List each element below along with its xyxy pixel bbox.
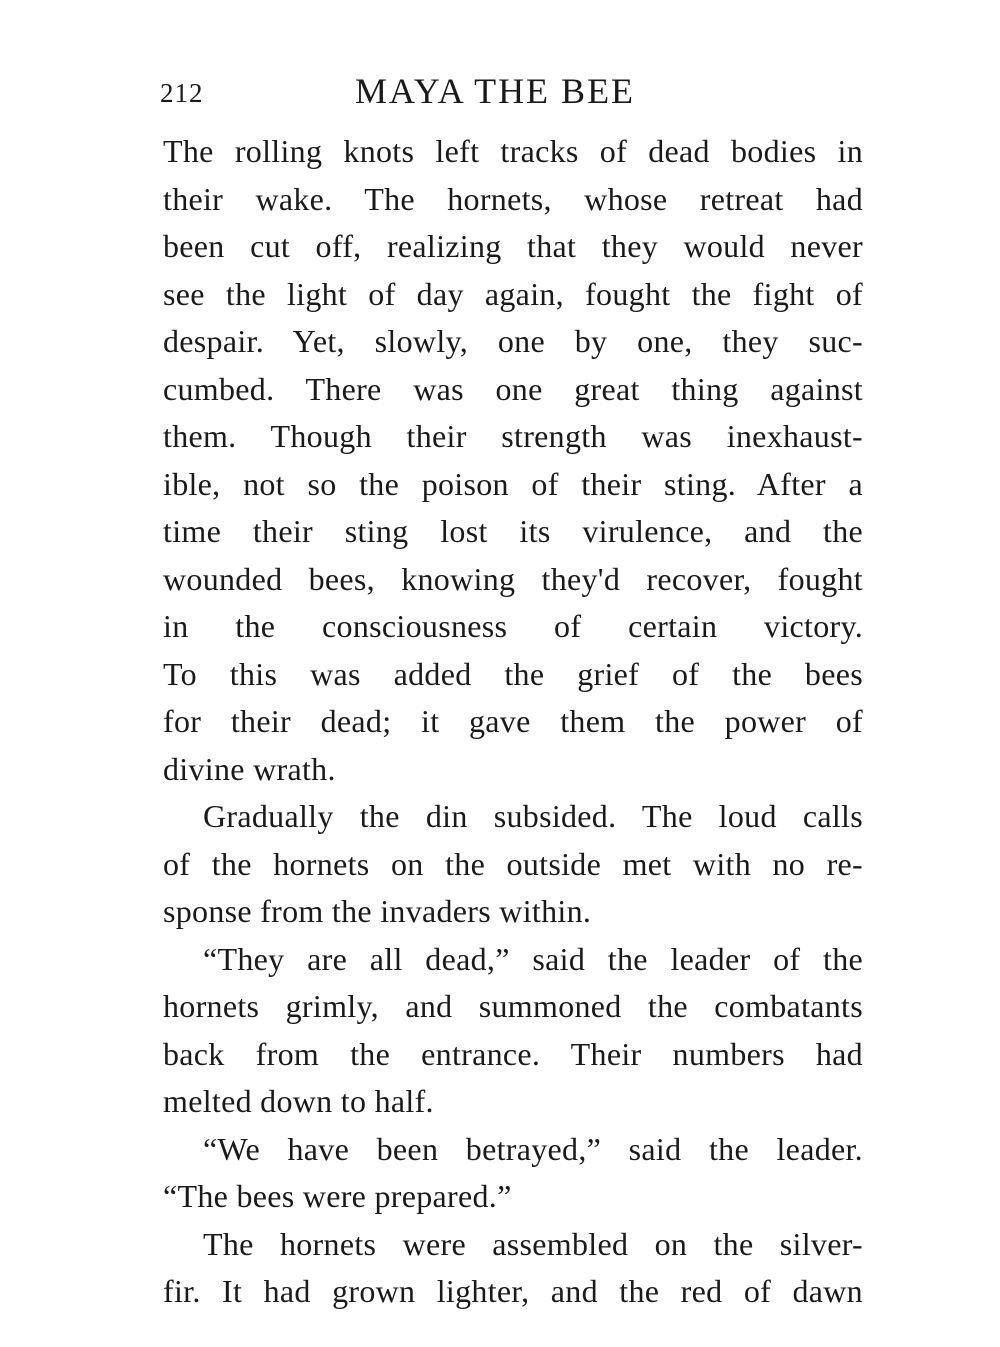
text-line: of the hornets on the outside met with no re-	[163, 845, 863, 882]
text-line: fir. It had grown lighter, and the red of dawn	[163, 1273, 863, 1309]
page-header	[160, 70, 860, 118]
text-line: despair. Yet, slowly, one by one, they suc-	[163, 323, 863, 359]
text-line: them. Though their strength was inexhaust-	[163, 418, 863, 454]
text-line: Gradually the din subsided. The loud calls	[203, 798, 863, 834]
text-line: time their sting lost its virulence, and the	[163, 513, 863, 549]
running-head: MAYA THE BEE	[355, 71, 636, 111]
text-line: hornets grimly, and summoned the combatants	[163, 988, 863, 1024]
paragraph	[163, 936, 863, 1126]
text-line: back from the entrance. Their numbers had	[163, 1035, 863, 1072]
text-line: divine wrath.	[163, 750, 336, 787]
text-line: cumbed. There was one great thing against	[163, 370, 863, 407]
text-line: for their dead; it gave them the power of	[163, 703, 863, 739]
text-line: wounded bees, knowing they'd recover, fought	[163, 560, 863, 597]
text-line: their wake. The hornets, whose retreat had	[163, 180, 863, 217]
text-line: ible, not so the poison of their sting. After a	[163, 465, 863, 502]
text-line: see the light of day again, fought the fight of	[163, 275, 863, 312]
text-line: “They are all dead,” said the leader of the	[203, 940, 863, 977]
text-line: melted down to half.	[163, 1083, 434, 1119]
text-line: “The bees were prepared.”	[163, 1178, 512, 1214]
paragraph	[163, 128, 863, 793]
text-line: “We have been betrayed,” said the leader.	[203, 1130, 863, 1167]
text-line: sponse from the invaders within.	[163, 893, 592, 929]
text-line: in the consciousness of certain victory.	[163, 608, 863, 644]
paragraph	[163, 1126, 863, 1221]
text-line: To this was added the grief of the bees	[163, 655, 863, 692]
text-line: The hornets were assembled on the silver-	[203, 1225, 863, 1262]
paragraph	[163, 793, 863, 936]
text-line: been cut off, realizing that they would never	[163, 228, 863, 264]
paragraph	[163, 1221, 863, 1316]
text-line: The rolling knots left tracks of dead bodies in	[163, 133, 863, 169]
body-text	[163, 128, 863, 1316]
page-number: 212	[160, 78, 204, 108]
